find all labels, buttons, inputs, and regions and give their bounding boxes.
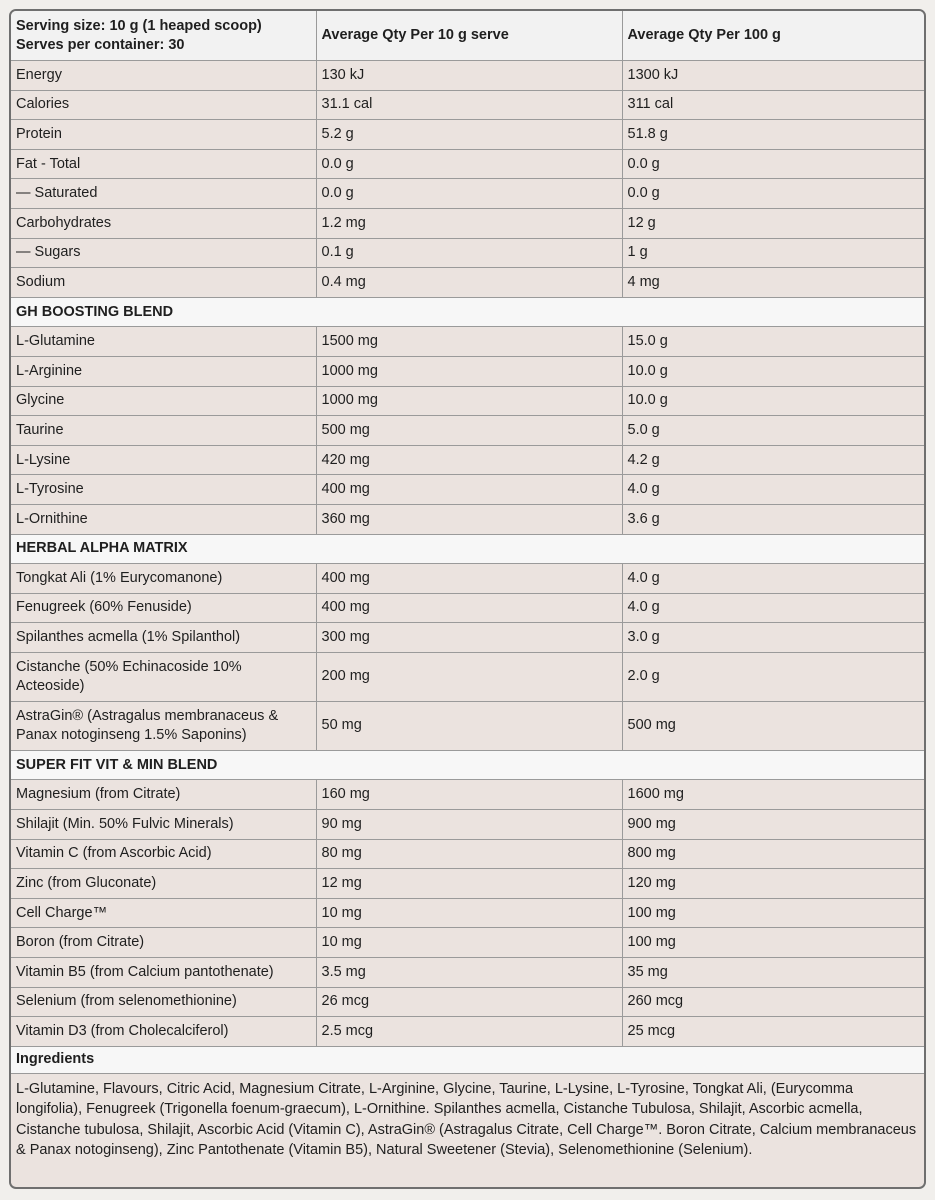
amount-per-100g: 800 mg [622,839,924,869]
table-row [11,810,924,840]
nutrient-name: L-Ornithine [11,504,316,534]
table-row [11,238,924,268]
amount-per-serve: 26 mcg [316,987,622,1017]
nutrient-name: Shilajit (Min. 50% Fulvic Minerals) [11,810,316,840]
table-header-row [11,11,924,61]
nutrient-name: Spilanthes acmella (1% Spilanthol) [11,623,316,653]
table-row [11,179,924,209]
ingredients-title: Ingredients [11,1046,924,1073]
nutrient-name: L-Arginine [11,356,316,386]
amount-per-100g: 500 mg [622,701,924,750]
nutrition-panel [9,9,926,1189]
table-row [11,475,924,505]
nutrient-name: Sodium [11,268,316,298]
amount-per-100g: 4.0 g [622,593,924,623]
table-row [11,504,924,534]
table-row [11,416,924,446]
nutrient-name: Fat - Total [11,149,316,179]
amount-per-100g: 2.0 g [622,652,924,701]
amount-per-100g: 311 cal [622,90,924,120]
table-row [11,61,924,91]
amount-per-serve: 12 mg [316,869,622,899]
nutrient-name: Vitamin B5 (from Calcium pantothenate) [11,958,316,988]
amount-per-100g: 12 g [622,208,924,238]
column-header-per-100g: Average Qty Per 100 g [622,11,924,61]
nutrient-name: Cell Charge™ [11,898,316,928]
amount-per-serve: 300 mg [316,623,622,653]
amount-per-100g: 35 mg [622,958,924,988]
nutrient-name: Cistanche (50% Echinacoside 10% Acteoside) [11,652,316,701]
nutrient-name: Magnesium (from Citrate) [11,780,316,810]
amount-per-serve: 10 mg [316,928,622,958]
table-row [11,701,924,750]
serving-size-label: Serving size: 10 g (1 heaped scoop) [16,17,262,34]
amount-per-100g: 5.0 g [622,416,924,446]
table-row [11,90,924,120]
table-row [11,987,924,1017]
table-row [11,780,924,810]
amount-per-serve: 50 mg [316,701,622,750]
ingredients-header-row [11,1046,924,1073]
table-row [11,208,924,238]
amount-per-serve: 31.1 cal [316,90,622,120]
nutrient-name: Taurine [11,416,316,446]
amount-per-100g: 10.0 g [622,356,924,386]
nutrient-name: L-Lysine [11,445,316,475]
amount-per-100g: 120 mg [622,869,924,899]
section-title: SUPER FIT VIT & MIN BLEND [11,750,924,780]
amount-per-serve: 200 mg [316,652,622,701]
nutrient-name: AstraGin® (Astragalus membranaceus & Panax notoginseng 1.5% Saponins) [11,701,316,750]
nutrient-name: Energy [11,61,316,91]
amount-per-serve: 130 kJ [316,61,622,91]
amount-per-serve: 160 mg [316,780,622,810]
amount-per-100g: 51.8 g [622,120,924,150]
amount-per-100g: 4.2 g [622,445,924,475]
amount-per-100g: 0.0 g [622,179,924,209]
amount-per-100g: 1600 mg [622,780,924,810]
nutrient-name: Vitamin C (from Ascorbic Acid) [11,839,316,869]
nutrient-name: Carbohydrates [11,208,316,238]
amount-per-100g: 260 mcg [622,987,924,1017]
amount-per-serve: 0.1 g [316,238,622,268]
serving-info [11,11,316,61]
amount-per-serve: 420 mg [316,445,622,475]
table-row [11,386,924,416]
nutrition-table [11,11,924,1183]
ingredients-row [11,1073,924,1183]
table-row [11,1017,924,1047]
nutrient-name: Calories [11,90,316,120]
amount-per-serve: 1500 mg [316,327,622,357]
nutrient-name: Fenugreek (60% Fenuside) [11,593,316,623]
section-gh-boosting-blend [11,297,924,327]
amount-per-serve: 360 mg [316,504,622,534]
section-title: HERBAL ALPHA MATRIX [11,534,924,564]
amount-per-serve: 90 mg [316,810,622,840]
amount-per-100g: 4.0 g [622,564,924,594]
nutrient-name: — Sugars [11,238,316,268]
nutrient-name: Protein [11,120,316,150]
amount-per-serve: 5.2 g [316,120,622,150]
column-header-per-serve: Average Qty Per 10 g serve [316,11,622,61]
table-row [11,623,924,653]
amount-per-serve: 80 mg [316,839,622,869]
table-row [11,652,924,701]
amount-per-serve: 400 mg [316,564,622,594]
amount-per-serve: 400 mg [316,475,622,505]
amount-per-100g: 100 mg [622,898,924,928]
amount-per-100g: 3.0 g [622,623,924,653]
section-vit-min-blend [11,750,924,780]
table-row [11,928,924,958]
table-row [11,593,924,623]
amount-per-serve: 1000 mg [316,386,622,416]
table-row [11,120,924,150]
ingredients-text: L-Glutamine, Flavours, Citric Acid, Magnesium Citrate, L-Arginine, Glycine, Taurine, L-Lysine, L-Tyrosine, Tongkat Ali, (Eurycomma longifolia), Fenugreek (Trigonella foenum-graecum), L-Ornithine. Spilanthes acmella, Cistanche Tubulosa, Shilajit, Ascorbic acmella, Cistanche tubulosa, Shilajit, Ascorbic Acid (Vitamin C), AstraGin® (Astragalus Citrate, Cell Charge™. Boron Citrate, Calcium membranaceus & Panax notoginseng), Zinc Pantothenate (Vitamin B5), Natural Sweetener (Stevia), Selenomethionine (Selenium). [11,1073,924,1183]
amount-per-100g: 10.0 g [622,386,924,416]
table-row [11,327,924,357]
amount-per-serve: 0.0 g [316,179,622,209]
amount-per-100g: 25 mcg [622,1017,924,1047]
amount-per-100g: 1300 kJ [622,61,924,91]
amount-per-serve: 500 mg [316,416,622,446]
table-row [11,149,924,179]
nutrient-name: Glycine [11,386,316,416]
table-row [11,564,924,594]
amount-per-serve: 1.2 mg [316,208,622,238]
amount-per-serve: 1000 mg [316,356,622,386]
table-row [11,268,924,298]
nutrient-name: L-Tyrosine [11,475,316,505]
nutrient-name: Vitamin D3 (from Cholecalciferol) [11,1017,316,1047]
table-row [11,839,924,869]
amount-per-100g: 1 g [622,238,924,268]
amount-per-100g: 0.0 g [622,149,924,179]
amount-per-100g: 3.6 g [622,504,924,534]
amount-per-serve: 0.4 mg [316,268,622,298]
nutrient-name: Selenium (from selenomethionine) [11,987,316,1017]
amount-per-serve: 0.0 g [316,149,622,179]
section-title: GH BOOSTING BLEND [11,297,924,327]
table-row [11,445,924,475]
amount-per-100g: 15.0 g [622,327,924,357]
amount-per-100g: 900 mg [622,810,924,840]
amount-per-serve: 10 mg [316,898,622,928]
nutrient-name: Boron (from Citrate) [11,928,316,958]
nutrient-name: L-Glutamine [11,327,316,357]
amount-per-100g: 100 mg [622,928,924,958]
section-herbal-alpha-matrix [11,534,924,564]
amount-per-100g: 4.0 g [622,475,924,505]
amount-per-serve: 400 mg [316,593,622,623]
table-row [11,898,924,928]
table-row [11,356,924,386]
table-row [11,958,924,988]
amount-per-100g: 4 mg [622,268,924,298]
nutrient-name: Tongkat Ali (1% Eurycomanone) [11,564,316,594]
serves-per-container-label: Serves per container: 30 [16,36,185,53]
nutrient-name: — Saturated [11,179,316,209]
amount-per-serve: 2.5 mcg [316,1017,622,1047]
nutrient-name: Zinc (from Gluconate) [11,869,316,899]
amount-per-serve: 3.5 mg [316,958,622,988]
table-row [11,869,924,899]
